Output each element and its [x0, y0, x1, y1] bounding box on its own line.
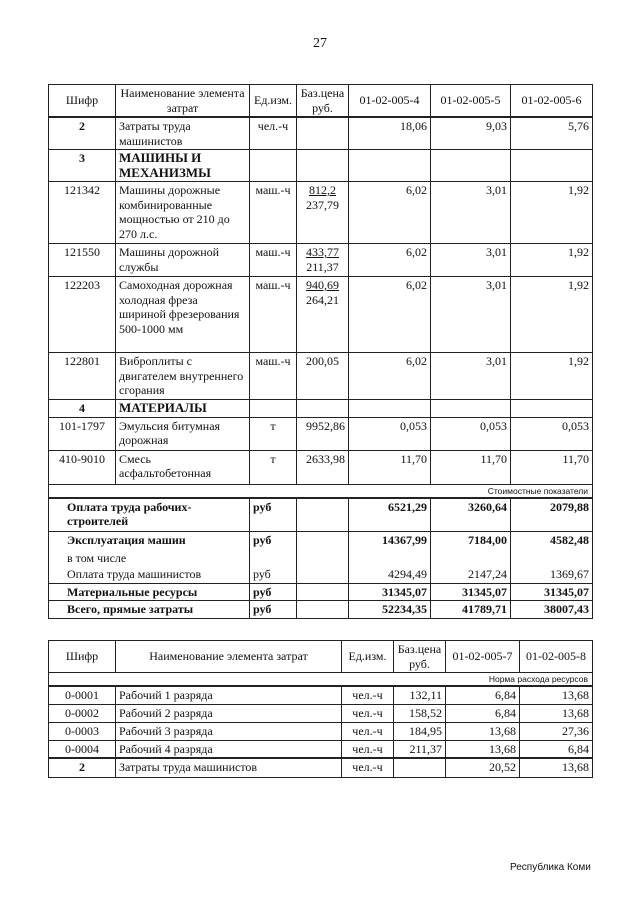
- page-number: 27: [313, 36, 327, 51]
- cell-unit: чел.-ч: [342, 740, 394, 758]
- section-row-materials: [49, 400, 593, 418]
- summary-value-3: 38007,43: [511, 601, 593, 619]
- empty-cell: [511, 400, 593, 418]
- empty-cell: [297, 583, 349, 601]
- cell-value-3: 1,92: [511, 182, 593, 244]
- cell-value-1: 6,02: [349, 244, 431, 277]
- empty-cell: [297, 400, 349, 418]
- cell-value-1: 0,053: [349, 417, 431, 450]
- empty-cell: [297, 601, 349, 619]
- cell-value-3: 0,053: [511, 417, 593, 450]
- summary-row: [49, 601, 593, 619]
- cell-price: 211,37: [394, 740, 446, 758]
- cell-code: 410-9010: [49, 450, 116, 484]
- cell-price: 158,52: [394, 704, 446, 722]
- cell-value-1: 6,02: [349, 353, 431, 400]
- price-top: 812,2: [309, 183, 336, 197]
- cell-code: 121550: [49, 244, 116, 277]
- footer-region: Республика Коми: [510, 862, 591, 873]
- table-row: [49, 244, 593, 277]
- header-col3: 01-02-005-6: [511, 85, 593, 118]
- cell-price: [394, 758, 446, 777]
- empty-cell: [349, 150, 431, 182]
- table-row: [49, 704, 593, 722]
- cell-name: Рабочий 2 разряда: [116, 704, 342, 722]
- cell-value-1: 18,06: [349, 117, 431, 150]
- cell-price: 9952,86: [297, 417, 349, 450]
- summary-row: [49, 566, 593, 583]
- empty-cell: [297, 550, 349, 567]
- header-price: Баз.цена руб.: [394, 641, 446, 673]
- table-row: [49, 758, 593, 777]
- cell-value-1: 6,02: [349, 182, 431, 244]
- cell-value-2: 11,70: [431, 450, 511, 484]
- price-bottom: 211,37: [306, 259, 339, 274]
- cell-code: 122203: [49, 277, 116, 353]
- header-price: Баз.цена руб.: [297, 85, 349, 118]
- table-row: [49, 182, 593, 244]
- summary-row: [49, 498, 593, 532]
- price-bottom: 264,21: [306, 292, 339, 307]
- cell-value-2: 3,01: [431, 277, 511, 353]
- cell-value-1: 6,02: [349, 277, 431, 353]
- header-col2: 01-02-005-5: [431, 85, 511, 118]
- empty-cell: [431, 400, 511, 418]
- summary-value-1: 6521,29: [349, 498, 431, 532]
- header-unit: Ед.изм.: [250, 85, 297, 118]
- cell-name: Самоходная дорожная холодная фреза шириной фрезерования 500-1000 мм: [116, 277, 250, 353]
- table-row: [49, 353, 593, 400]
- cell-name: Машины дорожные комбинированные мощностью от 210 до 270 л.с.: [116, 182, 250, 244]
- header-col1: 01-02-005-4: [349, 85, 431, 118]
- cell-code: 0-0004: [49, 740, 116, 758]
- cell-value-3: 11,70: [511, 450, 593, 484]
- cell-value-3: 1,92: [511, 277, 593, 353]
- summary-name: Всего, прямые затраты: [49, 601, 250, 619]
- section-title: МАШИНЫ И МЕХАНИЗМЫ: [116, 150, 250, 182]
- header-unit: Ед.изм.: [342, 641, 394, 673]
- table-row: [49, 277, 593, 353]
- cell-name: Рабочий 3 разряда: [116, 722, 342, 740]
- cell-name: Рабочий 4 разряда: [116, 740, 342, 758]
- empty-cell: [431, 150, 511, 182]
- cell-code: 0-0002: [49, 704, 116, 722]
- summary-unit: руб: [250, 498, 297, 532]
- table-row: [49, 740, 593, 758]
- summary-name: Оплата труда машинистов: [49, 566, 250, 583]
- cell-value-2: 3,01: [431, 244, 511, 277]
- cell-name: Виброплиты с двигателем внутреннего сгорания: [116, 353, 250, 400]
- cell-unit: маш.-ч: [250, 277, 297, 353]
- summary-unit: руб: [250, 583, 297, 601]
- summary-unit: руб: [250, 566, 297, 583]
- summary-value-3: 4582,48: [511, 532, 593, 550]
- cell-code: 2: [49, 758, 116, 777]
- empty-cell: [297, 150, 349, 182]
- summary-name: Материальные ресурсы: [49, 583, 250, 601]
- cell-value-2: 0,053: [431, 417, 511, 450]
- cell-unit: маш.-ч: [250, 353, 297, 400]
- cell-value-3: 1,92: [511, 353, 593, 400]
- summary-value-1: 52234,35: [349, 601, 431, 619]
- cell-value-1: 13,68: [446, 722, 520, 740]
- cell-price: 2633,98: [297, 450, 349, 484]
- cell-value-3: 5,76: [511, 117, 593, 150]
- price-bottom: 237,79: [306, 197, 339, 212]
- summary-name: в том числе: [49, 550, 250, 567]
- empty-cell: [250, 150, 297, 182]
- cell-price: [297, 182, 349, 244]
- cell-name: Машины дорожной службы: [116, 244, 250, 277]
- section-row-machines: [49, 150, 593, 182]
- cell-unit: маш.-ч: [250, 182, 297, 244]
- summary-value-1: 4294,49: [349, 566, 431, 583]
- header-code: Шифр: [49, 85, 116, 118]
- cell-price: [297, 353, 349, 400]
- summary-value-2: 31345,07: [431, 583, 511, 601]
- cell-unit: чел.-ч: [342, 704, 394, 722]
- empty-cell: [349, 400, 431, 418]
- cost-indicators-note: Стоимостные показатели: [49, 484, 593, 498]
- cell-name: Смесь асфальтобетонная: [116, 450, 250, 484]
- table-row: [49, 686, 593, 704]
- cell-price: 184,95: [394, 722, 446, 740]
- cell-value-3: 1,92: [511, 244, 593, 277]
- summary-value-3: 31345,07: [511, 583, 593, 601]
- cell-value-2: 27,36: [520, 722, 593, 740]
- cell-name: Рабочий 1 разряда: [116, 686, 342, 704]
- summary-row: [49, 532, 593, 550]
- empty-cell: [297, 532, 349, 550]
- empty-cell: [431, 550, 511, 567]
- empty-cell: [511, 550, 593, 567]
- cell-code: 121342: [49, 182, 116, 244]
- summary-value-2: 41789,71: [431, 601, 511, 619]
- summary-name: Эксплуатация машин: [49, 532, 250, 550]
- header-name: Наименование элемента затрат: [116, 85, 250, 118]
- table-header-row: [49, 641, 593, 673]
- norm-note-row: [49, 673, 593, 687]
- cell-value-1: 13,68: [446, 740, 520, 758]
- cell-value-2: 13,68: [520, 704, 593, 722]
- cell-value-2: 3,01: [431, 353, 511, 400]
- cell-value-2: 6,84: [520, 740, 593, 758]
- empty-cell: [250, 400, 297, 418]
- cell-code: 2: [49, 117, 116, 150]
- summary-row: [49, 583, 593, 601]
- header-name: Наименование элемента затрат: [116, 641, 342, 673]
- table-row: [49, 450, 593, 484]
- cell-value-1: 20,52: [446, 758, 520, 777]
- empty-cell: [250, 550, 297, 567]
- cell-name: Затраты труда машинистов: [116, 117, 250, 150]
- empty-cell: [349, 550, 431, 567]
- summary-name: Оплата труда рабочих-строителей: [49, 498, 250, 532]
- cell-code: 122801: [49, 353, 116, 400]
- cell-price: 132,11: [394, 686, 446, 704]
- section-code: 4: [49, 400, 116, 418]
- table-row: [49, 117, 593, 150]
- price-top: 433,77: [306, 245, 339, 259]
- table-row: [49, 722, 593, 740]
- cell-value-2: 3,01: [431, 182, 511, 244]
- table-header-row: [49, 85, 593, 118]
- summary-row: [49, 550, 593, 567]
- cell-unit: т: [250, 417, 297, 450]
- cell-name: Эмульсия битумная дорожная: [116, 417, 250, 450]
- summary-value-3: 1369,67: [511, 566, 593, 583]
- summary-value-2: 3260,64: [431, 498, 511, 532]
- cell-unit: чел.-ч: [250, 117, 297, 150]
- cell-price: [297, 244, 349, 277]
- norm-note: Норма расхода ресурсов: [49, 673, 593, 687]
- cell-unit: чел.-ч: [342, 722, 394, 740]
- section-title: МАТЕРИАЛЫ: [116, 400, 250, 418]
- cell-value-1: 11,70: [349, 450, 431, 484]
- cost-note-row: [49, 484, 593, 498]
- summary-value-1: 31345,07: [349, 583, 431, 601]
- summary-value-2: 2147,24: [431, 566, 511, 583]
- summary-value-3: 2079,88: [511, 498, 593, 532]
- cell-value-1: 6,84: [446, 686, 520, 704]
- summary-unit: руб: [250, 601, 297, 619]
- resource-table-1: [48, 84, 593, 619]
- resource-table-2: [48, 640, 593, 778]
- empty-cell: [297, 566, 349, 583]
- cell-value-2: 13,68: [520, 758, 593, 777]
- cell-price: [297, 277, 349, 353]
- empty-cell: [297, 498, 349, 532]
- cell-unit: чел.-ч: [342, 686, 394, 704]
- cell-unit: маш.-ч: [250, 244, 297, 277]
- price-top: 940,69: [306, 278, 339, 292]
- cell-code: 0-0001: [49, 686, 116, 704]
- cell-name: Затраты труда машинистов: [116, 758, 342, 777]
- empty-cell: [511, 150, 593, 182]
- cell-unit: чел.-ч: [342, 758, 394, 777]
- cell-unit: т: [250, 450, 297, 484]
- cell-value-2: 9,03: [431, 117, 511, 150]
- cell-price: [297, 117, 349, 150]
- section-code: 3: [49, 150, 116, 182]
- summary-unit: руб: [250, 532, 297, 550]
- cell-code: 0-0003: [49, 722, 116, 740]
- cell-value-1: 6,84: [446, 704, 520, 722]
- cell-code: 101-1797: [49, 417, 116, 450]
- price-top: 200,05: [306, 354, 339, 368]
- summary-value-2: 7184,00: [431, 532, 511, 550]
- cell-value-2: 13,68: [520, 686, 593, 704]
- summary-value-1: 14367,99: [349, 532, 431, 550]
- header-col2: 01-02-005-8: [520, 641, 593, 673]
- table-row: [49, 417, 593, 450]
- header-code: Шифр: [49, 641, 116, 673]
- header-col1: 01-02-005-7: [446, 641, 520, 673]
